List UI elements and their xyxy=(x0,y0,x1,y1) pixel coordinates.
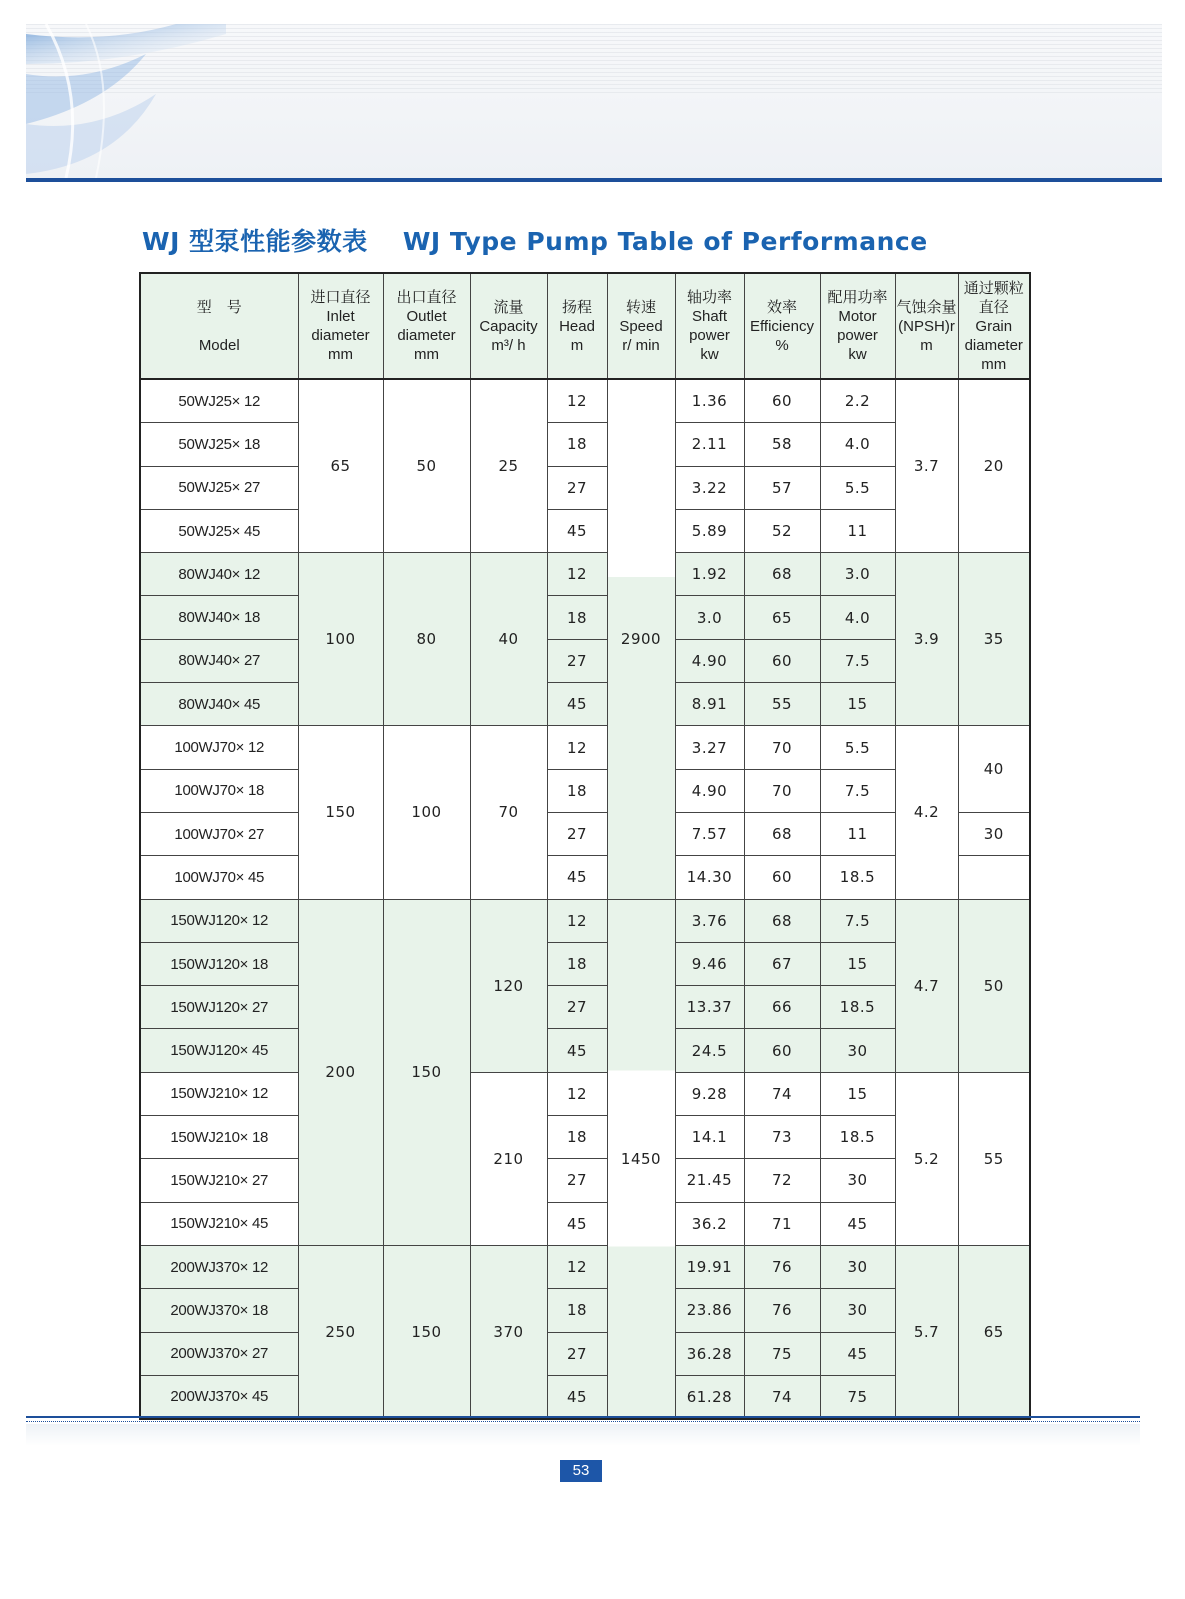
cell-motor-power: 75 xyxy=(820,1375,895,1419)
cell-motor-power: 2.2 xyxy=(820,379,895,423)
performance-table xyxy=(139,272,1031,1420)
cell-efficiency: 55 xyxy=(744,683,820,726)
table-row xyxy=(140,1072,1030,1115)
col-header-unit: m xyxy=(570,336,584,354)
cell-shaft-power: 61.28 xyxy=(675,1375,744,1419)
cell-model: 50WJ25× 27 xyxy=(140,466,298,509)
cell-grain: 30 xyxy=(958,812,1030,855)
cell-head: 12 xyxy=(547,899,607,942)
cell-model: 100WJ70× 18 xyxy=(140,769,298,812)
banner-swirl-graphic xyxy=(26,24,226,178)
col-header-cn: 轴功率 xyxy=(686,289,732,306)
col-header-efficiency xyxy=(744,273,820,379)
col-header-cn: 流量 xyxy=(493,298,524,316)
cell-efficiency: 76 xyxy=(744,1289,820,1332)
cell-motor-power: 45 xyxy=(820,1332,895,1375)
table-row xyxy=(140,726,1030,769)
cell-capacity: 70 xyxy=(470,726,547,899)
cell-motor-power: 5.5 xyxy=(820,726,895,769)
cell-efficiency: 74 xyxy=(744,1072,820,1115)
cell-inlet: 150 xyxy=(298,726,383,899)
cell-efficiency: 60 xyxy=(744,856,820,899)
cell-outlet: 150 xyxy=(383,899,470,1245)
cell-head: 27 xyxy=(547,1159,607,1202)
cell-shaft-power: 4.90 xyxy=(675,639,744,682)
cell-model: 200WJ370× 12 xyxy=(140,1245,298,1288)
cell-head: 45 xyxy=(547,856,607,899)
cell-efficiency: 68 xyxy=(744,553,820,596)
table-body xyxy=(140,379,1030,1419)
col-header-en: Inlet diameter xyxy=(311,308,370,344)
cell-npsh: 3.7 xyxy=(895,379,958,553)
header-row xyxy=(140,273,1030,379)
col-header-en: Capacity xyxy=(479,317,538,335)
cell-capacity: 40 xyxy=(470,553,547,726)
cell-inlet: 100 xyxy=(298,553,383,726)
cell-efficiency: 57 xyxy=(744,466,820,509)
cell-npsh: 5.7 xyxy=(895,1245,958,1419)
col-header-cn: 转速 xyxy=(625,298,656,316)
col-header-unit: m³/ h xyxy=(491,336,526,354)
cell-model: 150WJ120× 45 xyxy=(140,1029,298,1072)
cell-efficiency: 65 xyxy=(744,596,820,639)
cell-head: 12 xyxy=(547,1245,607,1288)
cell-grain: 20 xyxy=(958,379,1030,553)
cell-outlet: 150 xyxy=(383,1245,470,1419)
header-rule xyxy=(26,178,1162,182)
col-header-cn: 进口直径 xyxy=(310,289,371,306)
cell-shaft-power: 3.0 xyxy=(675,596,744,639)
cell-inlet: 200 xyxy=(298,899,383,1245)
cell-shaft-power: 8.91 xyxy=(675,683,744,726)
cell-head: 27 xyxy=(547,1332,607,1375)
cell-efficiency: 70 xyxy=(744,769,820,812)
cell-motor-power: 11 xyxy=(820,509,895,552)
col-header-inlet xyxy=(298,273,383,379)
cell-npsh: 3.9 xyxy=(895,553,958,726)
col-header-en: (NPSH)r xyxy=(898,317,955,335)
col-header-cn: 出口直径 xyxy=(396,289,457,306)
cell-head: 45 xyxy=(547,1375,607,1419)
col-header-grain xyxy=(958,273,1030,379)
cell-model: 80WJ40× 45 xyxy=(140,683,298,726)
col-header-outlet xyxy=(383,273,470,379)
cell-efficiency: 60 xyxy=(744,379,820,423)
cell-head: 18 xyxy=(547,423,607,466)
cell-shaft-power: 9.28 xyxy=(675,1072,744,1115)
cell-head: 45 xyxy=(547,1029,607,1072)
cell-npsh: 4.2 xyxy=(895,726,958,899)
cell-motor-power: 30 xyxy=(820,1289,895,1332)
col-header-cn: 通过颗粒直径 xyxy=(963,279,1024,316)
cell-head: 12 xyxy=(547,726,607,769)
cell-grain xyxy=(958,856,1030,899)
cell-shaft-power: 36.28 xyxy=(675,1332,744,1375)
title-cn: WJ 型泵性能参数表 xyxy=(142,227,368,256)
col-header-speed xyxy=(607,273,675,379)
cell-motor-power: 3.0 xyxy=(820,553,895,596)
cell-model: 50WJ25× 18 xyxy=(140,423,298,466)
table-row xyxy=(140,1245,1030,1288)
cell-model: 100WJ70× 45 xyxy=(140,856,298,899)
cell-head: 18 xyxy=(547,596,607,639)
cell-head: 45 xyxy=(547,1202,607,1245)
footer-dotted-rule xyxy=(26,1421,1140,1422)
cell-shaft-power: 1.92 xyxy=(675,553,744,596)
cell-efficiency: 70 xyxy=(744,726,820,769)
col-header-unit: kw xyxy=(700,346,719,363)
cell-motor-power: 4.0 xyxy=(820,423,895,466)
cell-shaft-power: 9.46 xyxy=(675,942,744,985)
col-header-npsh xyxy=(895,273,958,379)
cell-model: 100WJ70× 12 xyxy=(140,726,298,769)
cell-model: 80WJ40× 27 xyxy=(140,639,298,682)
cell-grain: 55 xyxy=(958,1072,1030,1245)
col-header-head xyxy=(547,273,607,379)
col-header-model xyxy=(140,273,298,379)
col-header-en: Head xyxy=(559,317,595,335)
cell-shaft-power: 14.1 xyxy=(675,1116,744,1159)
cell-motor-power: 15 xyxy=(820,683,895,726)
cell-efficiency: 74 xyxy=(744,1375,820,1419)
title-en: WJ Type Pump Table of Performance xyxy=(402,227,928,256)
cell-shaft-power: 3.76 xyxy=(675,899,744,942)
col-header-en: Shaft power xyxy=(689,308,730,344)
cell-npsh: 4.7 xyxy=(895,899,958,1072)
col-header-cn: 配用功率 xyxy=(827,289,888,306)
cell-speed: 1450 xyxy=(607,899,675,1419)
cell-efficiency: 60 xyxy=(744,1029,820,1072)
table-row xyxy=(140,553,1030,596)
cell-shaft-power: 4.90 xyxy=(675,769,744,812)
cell-motor-power: 30 xyxy=(820,1029,895,1072)
col-header-en: Grain diameter xyxy=(964,317,1023,354)
cell-head: 27 xyxy=(547,639,607,682)
cell-head: 18 xyxy=(547,942,607,985)
col-header-en: Efficiency xyxy=(750,317,814,335)
cell-motor-power: 30 xyxy=(820,1245,895,1288)
table-row xyxy=(140,379,1030,423)
cell-capacity: 370 xyxy=(470,1245,547,1419)
cell-motor-power: 7.5 xyxy=(820,769,895,812)
cell-head: 12 xyxy=(547,553,607,596)
cell-outlet: 80 xyxy=(383,553,470,726)
cell-model: 150WJ210× 12 xyxy=(140,1072,298,1115)
cell-shaft-power: 2.11 xyxy=(675,423,744,466)
cell-model: 150WJ210× 18 xyxy=(140,1116,298,1159)
cell-shaft-power: 19.91 xyxy=(675,1245,744,1288)
col-header-en: Model xyxy=(198,336,240,354)
cell-head: 45 xyxy=(547,683,607,726)
cell-head: 27 xyxy=(547,466,607,509)
cell-motor-power: 45 xyxy=(820,1202,895,1245)
footer-band xyxy=(26,1424,1140,1446)
cell-shaft-power: 14.30 xyxy=(675,856,744,899)
cell-efficiency: 72 xyxy=(744,1159,820,1202)
col-header-motor xyxy=(820,273,895,379)
cell-motor-power: 4.0 xyxy=(820,596,895,639)
cell-speed: 2900 xyxy=(607,379,675,899)
cell-motor-power: 11 xyxy=(820,812,895,855)
col-header-unit: mm xyxy=(414,346,439,363)
cell-motor-power: 7.5 xyxy=(820,899,895,942)
table-row xyxy=(140,899,1030,942)
cell-model: 80WJ40× 18 xyxy=(140,596,298,639)
cell-shaft-power: 3.22 xyxy=(675,466,744,509)
cell-shaft-power: 24.5 xyxy=(675,1029,744,1072)
cell-npsh: 5.2 xyxy=(895,1072,958,1245)
footer-rule xyxy=(26,1416,1140,1418)
col-header-en: Motor power xyxy=(837,308,878,344)
header-banner xyxy=(26,24,1162,178)
cell-motor-power: 5.5 xyxy=(820,466,895,509)
col-header-cn: 型 号 xyxy=(196,298,242,316)
cell-model: 50WJ25× 45 xyxy=(140,509,298,552)
col-header-unit: % xyxy=(775,336,789,354)
col-header-unit: mm xyxy=(981,355,1007,373)
cell-shaft-power: 21.45 xyxy=(675,1159,744,1202)
cell-efficiency: 73 xyxy=(744,1116,820,1159)
cell-model: 150WJ210× 27 xyxy=(140,1159,298,1202)
cell-efficiency: 60 xyxy=(744,639,820,682)
col-header-cn: 气蚀余量 xyxy=(896,298,957,316)
cell-model: 150WJ120× 27 xyxy=(140,986,298,1029)
cell-model: 50WJ25× 12 xyxy=(140,379,298,423)
col-header-unit: r/ min xyxy=(622,336,660,354)
cell-head: 12 xyxy=(547,379,607,423)
page-title xyxy=(142,222,928,258)
cell-shaft-power: 5.89 xyxy=(675,509,744,552)
cell-head: 45 xyxy=(547,509,607,552)
col-header-unit: kw xyxy=(848,346,867,363)
col-header-unit: m xyxy=(920,336,933,354)
cell-efficiency: 67 xyxy=(744,942,820,985)
col-header-en: Speed xyxy=(619,317,663,335)
cell-model: 150WJ120× 12 xyxy=(140,899,298,942)
cell-grain: 65 xyxy=(958,1245,1030,1419)
cell-motor-power: 18.5 xyxy=(820,986,895,1029)
cell-motor-power: 15 xyxy=(820,942,895,985)
cell-grain: 50 xyxy=(958,899,1030,1072)
cell-model: 200WJ370× 45 xyxy=(140,1375,298,1419)
cell-outlet: 50 xyxy=(383,379,470,553)
col-header-cn: 扬程 xyxy=(561,298,592,316)
cell-outlet: 100 xyxy=(383,726,470,899)
cell-model: 200WJ370× 27 xyxy=(140,1332,298,1375)
cell-head: 18 xyxy=(547,1116,607,1159)
cell-motor-power: 18.5 xyxy=(820,856,895,899)
cell-model: 150WJ120× 18 xyxy=(140,942,298,985)
cell-shaft-power: 7.57 xyxy=(675,812,744,855)
cell-head: 27 xyxy=(547,986,607,1029)
cell-capacity: 120 xyxy=(470,899,547,1072)
cell-inlet: 250 xyxy=(298,1245,383,1419)
col-header-cn: 效率 xyxy=(766,298,797,316)
cell-capacity: 210 xyxy=(470,1072,547,1245)
cell-motor-power: 7.5 xyxy=(820,639,895,682)
cell-head: 18 xyxy=(547,769,607,812)
cell-head: 12 xyxy=(547,1072,607,1115)
cell-efficiency: 66 xyxy=(744,986,820,1029)
col-header-capacity xyxy=(470,273,547,379)
col-header-unit: mm xyxy=(328,346,353,363)
cell-inlet: 65 xyxy=(298,379,383,553)
cell-grain: 35 xyxy=(958,553,1030,726)
cell-grain: 40 xyxy=(958,726,1030,813)
cell-motor-power: 15 xyxy=(820,1072,895,1115)
cell-shaft-power: 3.27 xyxy=(675,726,744,769)
cell-efficiency: 58 xyxy=(744,423,820,466)
cell-model: 100WJ70× 27 xyxy=(140,812,298,855)
cell-model: 80WJ40× 12 xyxy=(140,553,298,596)
cell-model: 200WJ370× 18 xyxy=(140,1289,298,1332)
cell-shaft-power: 13.37 xyxy=(675,986,744,1029)
cell-efficiency: 52 xyxy=(744,509,820,552)
cell-efficiency: 71 xyxy=(744,1202,820,1245)
cell-efficiency: 68 xyxy=(744,812,820,855)
col-header-shaft xyxy=(675,273,744,379)
cell-shaft-power: 36.2 xyxy=(675,1202,744,1245)
cell-efficiency: 76 xyxy=(744,1245,820,1288)
page-number: 53 xyxy=(560,1460,602,1482)
cell-head: 27 xyxy=(547,812,607,855)
col-header-en: Outlet diameter xyxy=(397,308,456,344)
cell-head: 18 xyxy=(547,1289,607,1332)
cell-motor-power: 30 xyxy=(820,1159,895,1202)
cell-shaft-power: 1.36 xyxy=(675,379,744,423)
cell-capacity: 25 xyxy=(470,379,547,553)
cell-motor-power: 18.5 xyxy=(820,1116,895,1159)
cell-efficiency: 68 xyxy=(744,899,820,942)
cell-efficiency: 75 xyxy=(744,1332,820,1375)
cell-model: 150WJ210× 45 xyxy=(140,1202,298,1245)
cell-shaft-power: 23.86 xyxy=(675,1289,744,1332)
